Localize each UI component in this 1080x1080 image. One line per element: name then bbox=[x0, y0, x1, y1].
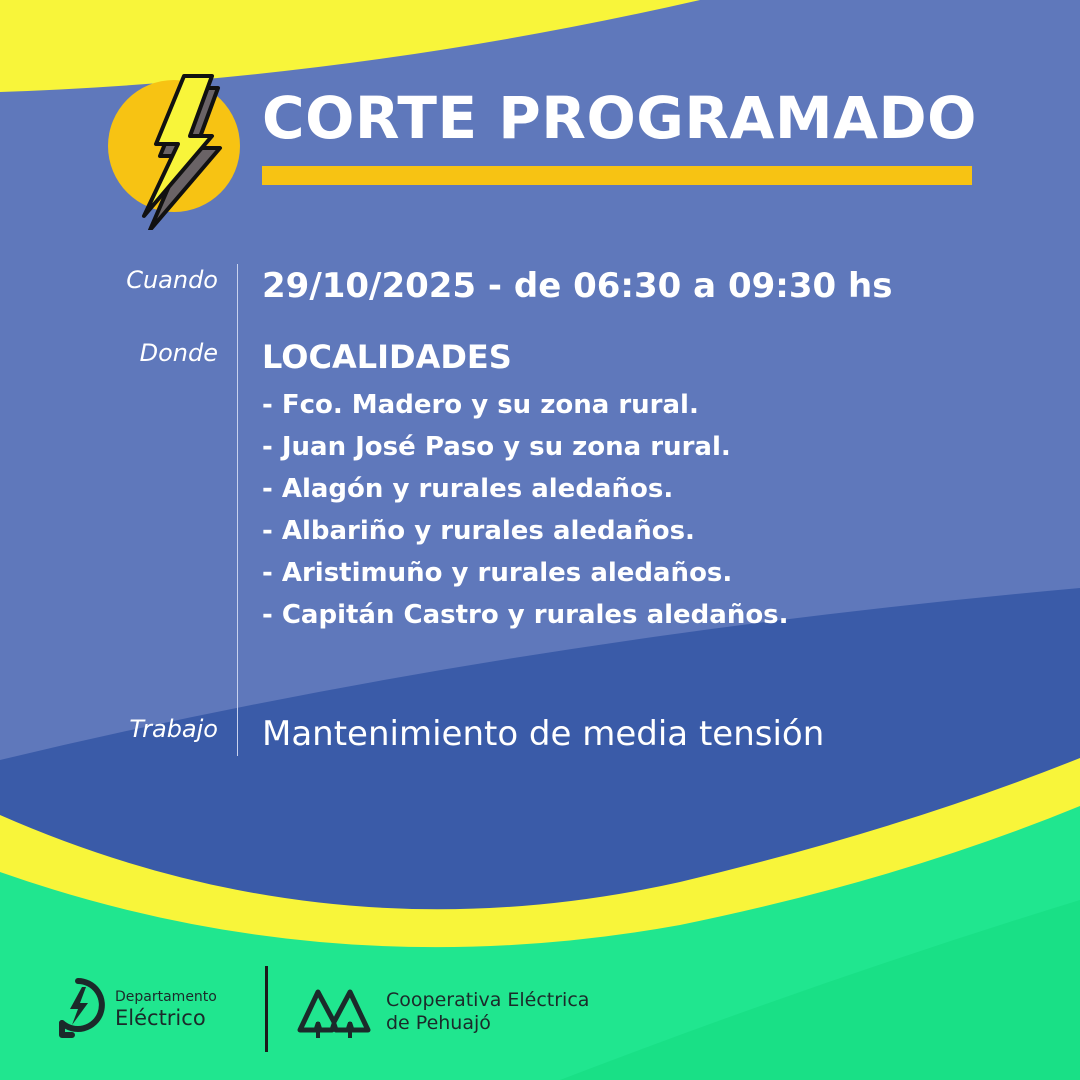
cooperative-name-bottom: de Pehuajó bbox=[386, 1012, 491, 1034]
power-plug-bolt-icon bbox=[50, 977, 106, 1043]
localities-list bbox=[262, 388, 789, 640]
list-item: - Albariño y rurales aledaños. bbox=[262, 516, 695, 546]
when-label: Cuando bbox=[126, 266, 218, 294]
list-item: - Juan José Paso y su zona rural. bbox=[262, 432, 731, 462]
when-value: 29/10/2025 - de 06:30 a 09:30 hs bbox=[262, 266, 893, 306]
title-underline bbox=[262, 166, 972, 185]
list-item: - Capitán Castro y rurales aledaños. bbox=[262, 600, 789, 630]
where-label: Donde bbox=[139, 339, 218, 367]
twin-peaks-trees-icon bbox=[296, 982, 372, 1040]
cooperative-name-top: Cooperativa Eléctrica bbox=[386, 989, 590, 1011]
department-name-bottom: Eléctrico bbox=[115, 1006, 206, 1030]
details-divider bbox=[237, 264, 238, 756]
localities-title: LOCALIDADES bbox=[262, 338, 512, 376]
lightning-bolt-icon bbox=[104, 68, 244, 230]
list-item: - Fco. Madero y su zona rural. bbox=[262, 390, 699, 420]
work-label: Trabajo bbox=[129, 715, 218, 743]
footer-divider bbox=[265, 966, 268, 1052]
page-title: CORTE PROGRAMADO bbox=[262, 84, 977, 152]
list-item: - Alagón y rurales aledaños. bbox=[262, 474, 674, 504]
list-item: - Aristimuño y rurales aledaños. bbox=[262, 558, 733, 588]
work-value: Mantenimiento de media tensión bbox=[262, 714, 825, 754]
department-name-top: Departamento bbox=[115, 989, 217, 1005]
